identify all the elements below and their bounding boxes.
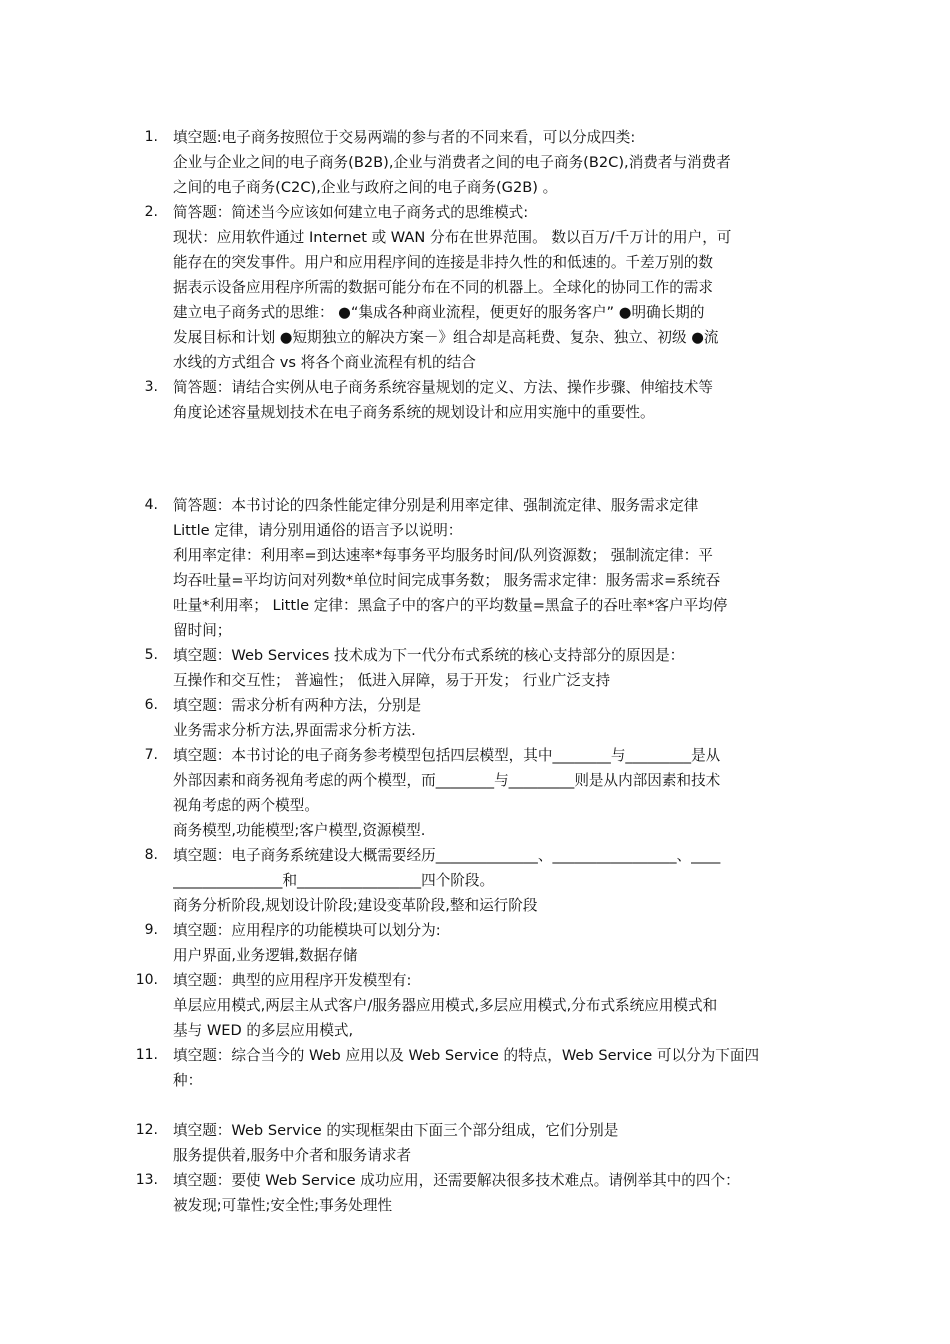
answer-text: 业务需求分析方法,界面需求分析方法. xyxy=(173,722,416,739)
answer-text: 企业与企业之间的电子商务(B2B),企业与消费者之间的电子商务(B2C),消费者与消费者 xyxy=(173,154,731,171)
answer-text: 现状：应用软件通过 Internet 或 WAN 分布在世界范围。 数以百万/千万计的用户，可 xyxy=(173,229,732,246)
answer-space xyxy=(0,425,950,493)
answer-text: 互操作和交互性； 普遍性； 低进入屏障，易于开发； 行业广泛支持 xyxy=(173,672,611,689)
question-text: 填空题：要使 Web Service 成功应用，还需要解决很多技术难点。请例举其中的四个： xyxy=(173,1172,740,1189)
answer-text: 商务分析阶段,规划设计阶段;建设变革阶段,整和运行阶段 xyxy=(173,897,538,914)
question-text: 种： xyxy=(173,1072,203,1089)
answer-text: 据表示设备应用程序所需的数据可能分布在不同的机器上。全球化的协同工作的需求 xyxy=(173,279,713,296)
answer-text: 利用率定律：利用率=到达速率*每事务平均服务时间/队列资源数； 强制流定律：平 xyxy=(173,547,713,564)
answer-text: 水线的方式组合 vs 将各个商业流程有机的结合 xyxy=(173,354,476,371)
document-body xyxy=(0,125,950,1218)
question-text: 填空题：Web Services 技术成为下一代分布式系统的核心支持部分的原因是： xyxy=(173,647,685,664)
answer-text: 能存在的突发事件。用户和应用程序间的连接是非持久性的和低速的。千差万别的数 xyxy=(173,254,713,271)
question-5 xyxy=(0,643,950,693)
question-9 xyxy=(0,918,950,968)
question-number: 4. xyxy=(144,497,158,513)
answer-text: 被发现;可靠性;安全性;事务处理性 xyxy=(173,1197,393,1214)
question-7 xyxy=(0,743,950,843)
question-number: 6. xyxy=(144,697,158,713)
question-text: 填空题：应用程序的功能模块可以划分为: xyxy=(173,922,441,939)
answer-text: 建立电子商务式的思维： ●“集成各种商业流程，便更好的服务客户” ●明确长期的 xyxy=(173,304,705,321)
question-text: 填空题:电子商务按照位于交易两端的参与者的不同来看，可以分成四类: xyxy=(173,129,636,146)
question-4 xyxy=(0,493,950,643)
question-number: 2. xyxy=(144,204,158,220)
question-number: 8. xyxy=(144,847,158,863)
question-2 xyxy=(0,200,950,375)
question-12 xyxy=(0,1118,950,1168)
answer-text: 留时间； xyxy=(173,622,232,639)
question-8 xyxy=(0,843,950,918)
question-6 xyxy=(0,693,950,743)
answer-text: 之间的电子商务(C2C),企业与政府之间的电子商务(G2B) 。 xyxy=(173,179,558,196)
question-number: 1. xyxy=(144,129,158,145)
question-text: 视角考虑的两个模型。 xyxy=(173,797,319,814)
question-number: 9. xyxy=(144,922,158,938)
question-3 xyxy=(0,375,950,425)
question-text: 简答题：请结合实例从电子商务系统容量规划的定义、方法、操作步骤、伸缩技术等 xyxy=(173,379,713,396)
question-1 xyxy=(0,125,950,200)
question-text: 角度论述容量规划技术在电子商务系统的规划设计和应用实施中的重要性。 xyxy=(173,404,655,421)
question-text: Little 定律，请分别用通俗的语言予以说明： xyxy=(173,522,463,539)
answer-text: 用户界面,业务逻辑,数据存储 xyxy=(173,947,358,964)
question-text: 填空题：Web Service 的实现框架由下面三个部分组成，它们分别是 xyxy=(173,1122,619,1139)
question-text: 填空题：典型的应用程序开发模型有: xyxy=(173,972,412,989)
question-number: 5. xyxy=(144,647,158,663)
answer-text: 商务模型,功能模型;客户模型,资源模型. xyxy=(173,822,426,839)
question-11 xyxy=(0,1043,950,1093)
question-number: 10. xyxy=(135,972,158,988)
answer-text: 吐量*利用率； Little 定律：黑盒子中的客户的平均数量=黑盒子的吞吐率*客户平均停 xyxy=(173,597,728,614)
question-number: 3. xyxy=(144,379,158,395)
question-number: 12. xyxy=(135,1122,158,1138)
answer-text: 单层应用模式,两层主从式客户/服务器应用模式,多层应用模式,分布式系统应用模式和 xyxy=(173,997,718,1014)
answer-space xyxy=(0,1093,950,1118)
question-text: 填空题：本书讨论的电子商务参考模型包括四层模型，其中________与_________是从 xyxy=(173,747,721,764)
question-text: _______________和_________________四个阶段。 xyxy=(173,872,495,889)
answer-text: 服务提供着,服务中介者和服务请求者 xyxy=(173,1147,412,1164)
answer-text: 基与 WED 的多层应用模式, xyxy=(173,1022,354,1039)
question-number: 7. xyxy=(144,747,158,763)
question-number: 11. xyxy=(135,1047,158,1063)
question-number: 13. xyxy=(135,1172,158,1188)
question-10 xyxy=(0,968,950,1043)
question-text: 简答题：简述当今应该如何建立电子商务式的思维模式: xyxy=(173,204,529,221)
answer-text: 发展目标和计划 ●短期独立的解决方案－》组合却是高耗费、复杂、独立、初级 ●流 xyxy=(173,329,719,346)
question-text: 简答题：本书讨论的四条性能定律分别是利用率定律、强制流定律、服务需求定律 xyxy=(173,497,699,514)
answer-text: 均吞吐量=平均访问对列数*单位时间完成事务数； 服务需求定律：服务需求=系统吞 xyxy=(173,572,721,589)
question-text: 外部因素和商务视角考虑的两个模型，而________与_________则是从内部因素和技术 xyxy=(173,772,721,789)
question-text: 填空题：需求分析有两种方法，分别是 xyxy=(173,697,422,714)
question-13 xyxy=(0,1168,950,1218)
question-text: 填空题：综合当今的 Web 应用以及 Web Service 的特点，Web Service 可以分为下面四 xyxy=(173,1047,760,1064)
question-text: 填空题：电子商务系统建设大概需要经历______________、_________________、____ xyxy=(173,847,721,864)
